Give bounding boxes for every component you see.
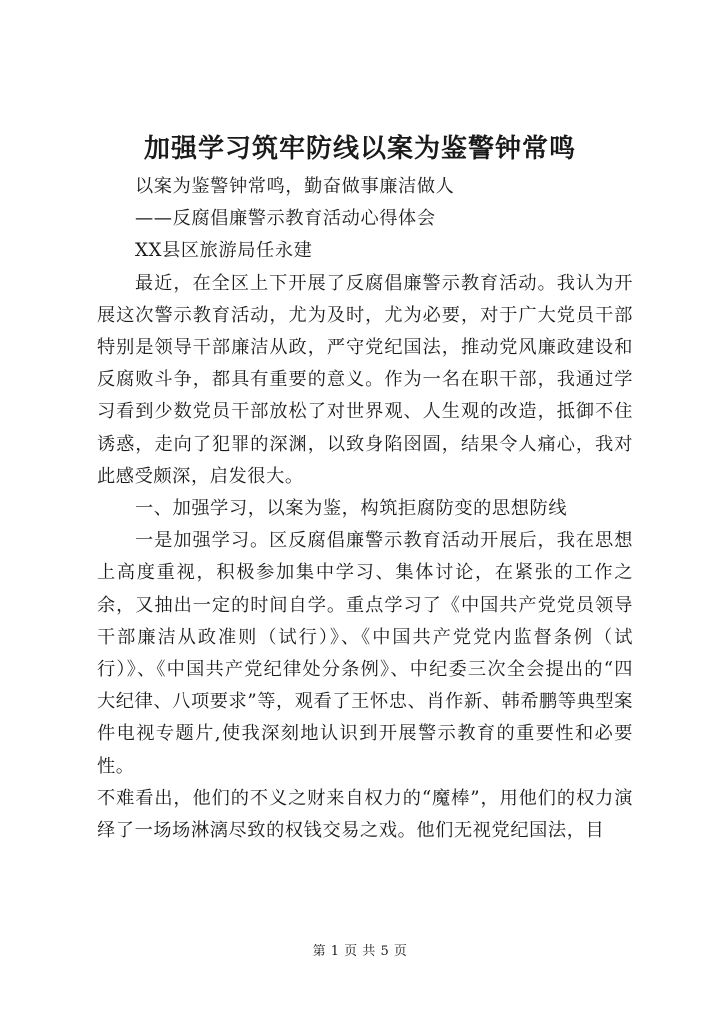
body-paragraph: 不难看出，他们的不义之财来自权力的“魔棒”，用他们的权力演绎了一场场淋漓尽致的权钱交易之戏。他们无视党纪国法，目 bbox=[97, 787, 633, 842]
author-line: XX县区旅游局任永建 bbox=[135, 240, 313, 262]
section-heading: 一、加强学习，以案为鉴，构筑拒腐防变的思想防线 bbox=[135, 498, 568, 520]
subtitle-line: ——反腐倡廉警示教育活动心得体会 bbox=[135, 208, 436, 230]
body-paragraph: 最近，在全区上下开展了反腐倡廉警示教育活动。我认为开展这次警示教育活动，尤为及时，尤为必要，对于广大党员干部特别是领导干部廉洁从政，严守党纪国法，推动党风廉政建设和反腐败斗争，都具有重要的意义。作为一名在职干部，我通过学习看到少数党员干部放松了对世界观、人生观的改造，抵御不住诱惑，走向了犯罪的深渊，以致身陷囹圄，结果令人痛心，我对此感受颇深，启发很大。 bbox=[97, 272, 633, 487]
subtitle-line: 以案为鉴警钟常鸣，勤奋做事廉洁做人 bbox=[135, 176, 455, 197]
document-body bbox=[97, 171, 633, 847]
body-paragraph: 一是加强学习。区反腐倡廉警示教育活动开展后，我在思想上高度重视，积极参加集中学习、集体讨论，在紧张的工作之余，又抽出一定的时间自学。重点学习了《中国共产党党员领导干部廉洁从政准则（试行）》、《中国共产党党内监督条例（试行）》、《中国共产党纪律处分条例》、中纪委三次全会提出的“四大纪律、八项要求”等，观看了王怀忠、肖作新、韩希鹏等典型案件电视专题片,使我深刻地认识到开展警示教育的重要性和必要性。 bbox=[97, 530, 633, 777]
page-number: 第 1 页 共 5 页 bbox=[312, 944, 408, 959]
document-title: 加强学习筑牢防线以案为鉴警钟常鸣 bbox=[143, 134, 576, 164]
